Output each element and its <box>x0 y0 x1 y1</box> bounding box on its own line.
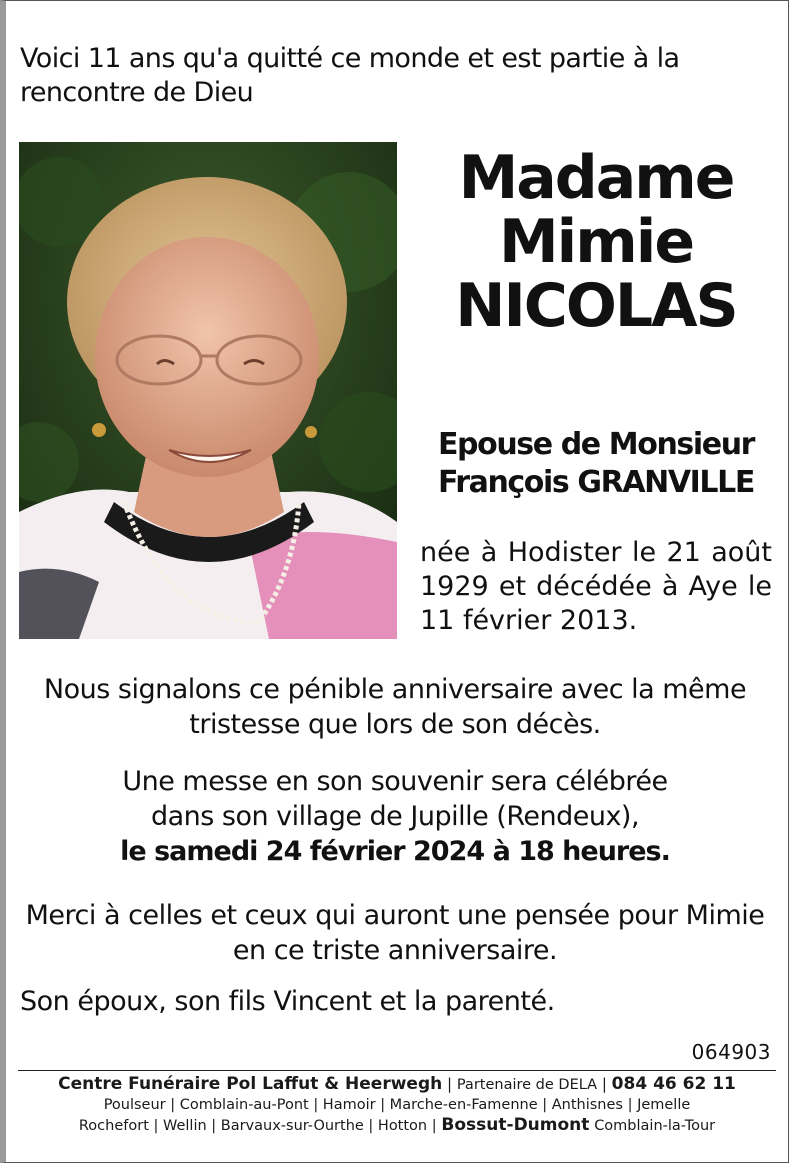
name-first: Mimie <box>498 207 694 277</box>
footer-line3 <box>16 1115 778 1136</box>
mass-line2: dans son village de Jupille (Rendeux), <box>150 801 640 832</box>
name-title: Madame <box>458 143 734 213</box>
family-signature: Son époux, son fils Vincent et la parenté. <box>20 986 555 1017</box>
portrait-image <box>19 142 397 639</box>
spouse-info <box>412 426 780 502</box>
reference-number: 064903 <box>691 1040 771 1064</box>
spouse-line1: Epouse de Monsieur <box>437 427 755 462</box>
footer-locations1: Poulseur | Comblain-au-Pont | Hamoir | Marche-en-Famenne | Anthisnes | Jemelle <box>103 1097 691 1113</box>
brand2-location: Comblain-la-Tour <box>594 1118 716 1134</box>
thanks-paragraph: Merci à celles et ceux qui auront une pensée pour Mimie en ce triste anniversaire. <box>25 900 765 966</box>
phone-number: 084 46 62 11 <box>611 1074 736 1094</box>
mass-line1: Une messe en son souvenir sera célébrée <box>122 766 668 797</box>
spouse-line2: François GRANVILLE <box>438 465 754 500</box>
mass-announcement <box>20 764 770 869</box>
portrait-photo <box>19 142 397 639</box>
intro-text: Voici 11 ans qu'a quitté ce monde et est partie à la rencontre de Dieu <box>20 43 680 108</box>
mass-date: le samedi 24 février 2024 à 18 heures. <box>120 836 670 867</box>
name-last: NICOLAS <box>455 271 737 341</box>
funeral-home-footer <box>16 1074 778 1136</box>
footer-locations2: Rochefort | Wellin | Barvaux-sur-Ourthe | Hotton | <box>78 1118 437 1134</box>
footer-line1: Centre Funéraire Pol Laffut & Heerwegh | Partenaire de DELA | 084 46 62 11 <box>58 1074 736 1094</box>
company-name: Centre Funéraire Pol Laffut & Heerwegh <box>58 1074 443 1094</box>
partner-text: Partenaire de DELA <box>456 1077 598 1093</box>
footer-divider <box>18 1070 776 1071</box>
birth-death-text: née à Hodister le 21 août 1929 et décédée à Aye le 11 février 2013. <box>420 537 772 636</box>
anniversary-paragraph: Nous signalons ce pénible anniversaire avec la même tristesse que lors de son décès. <box>43 674 747 740</box>
brand2-name: Bossut-Dumont <box>441 1115 590 1135</box>
deceased-name <box>412 143 780 341</box>
